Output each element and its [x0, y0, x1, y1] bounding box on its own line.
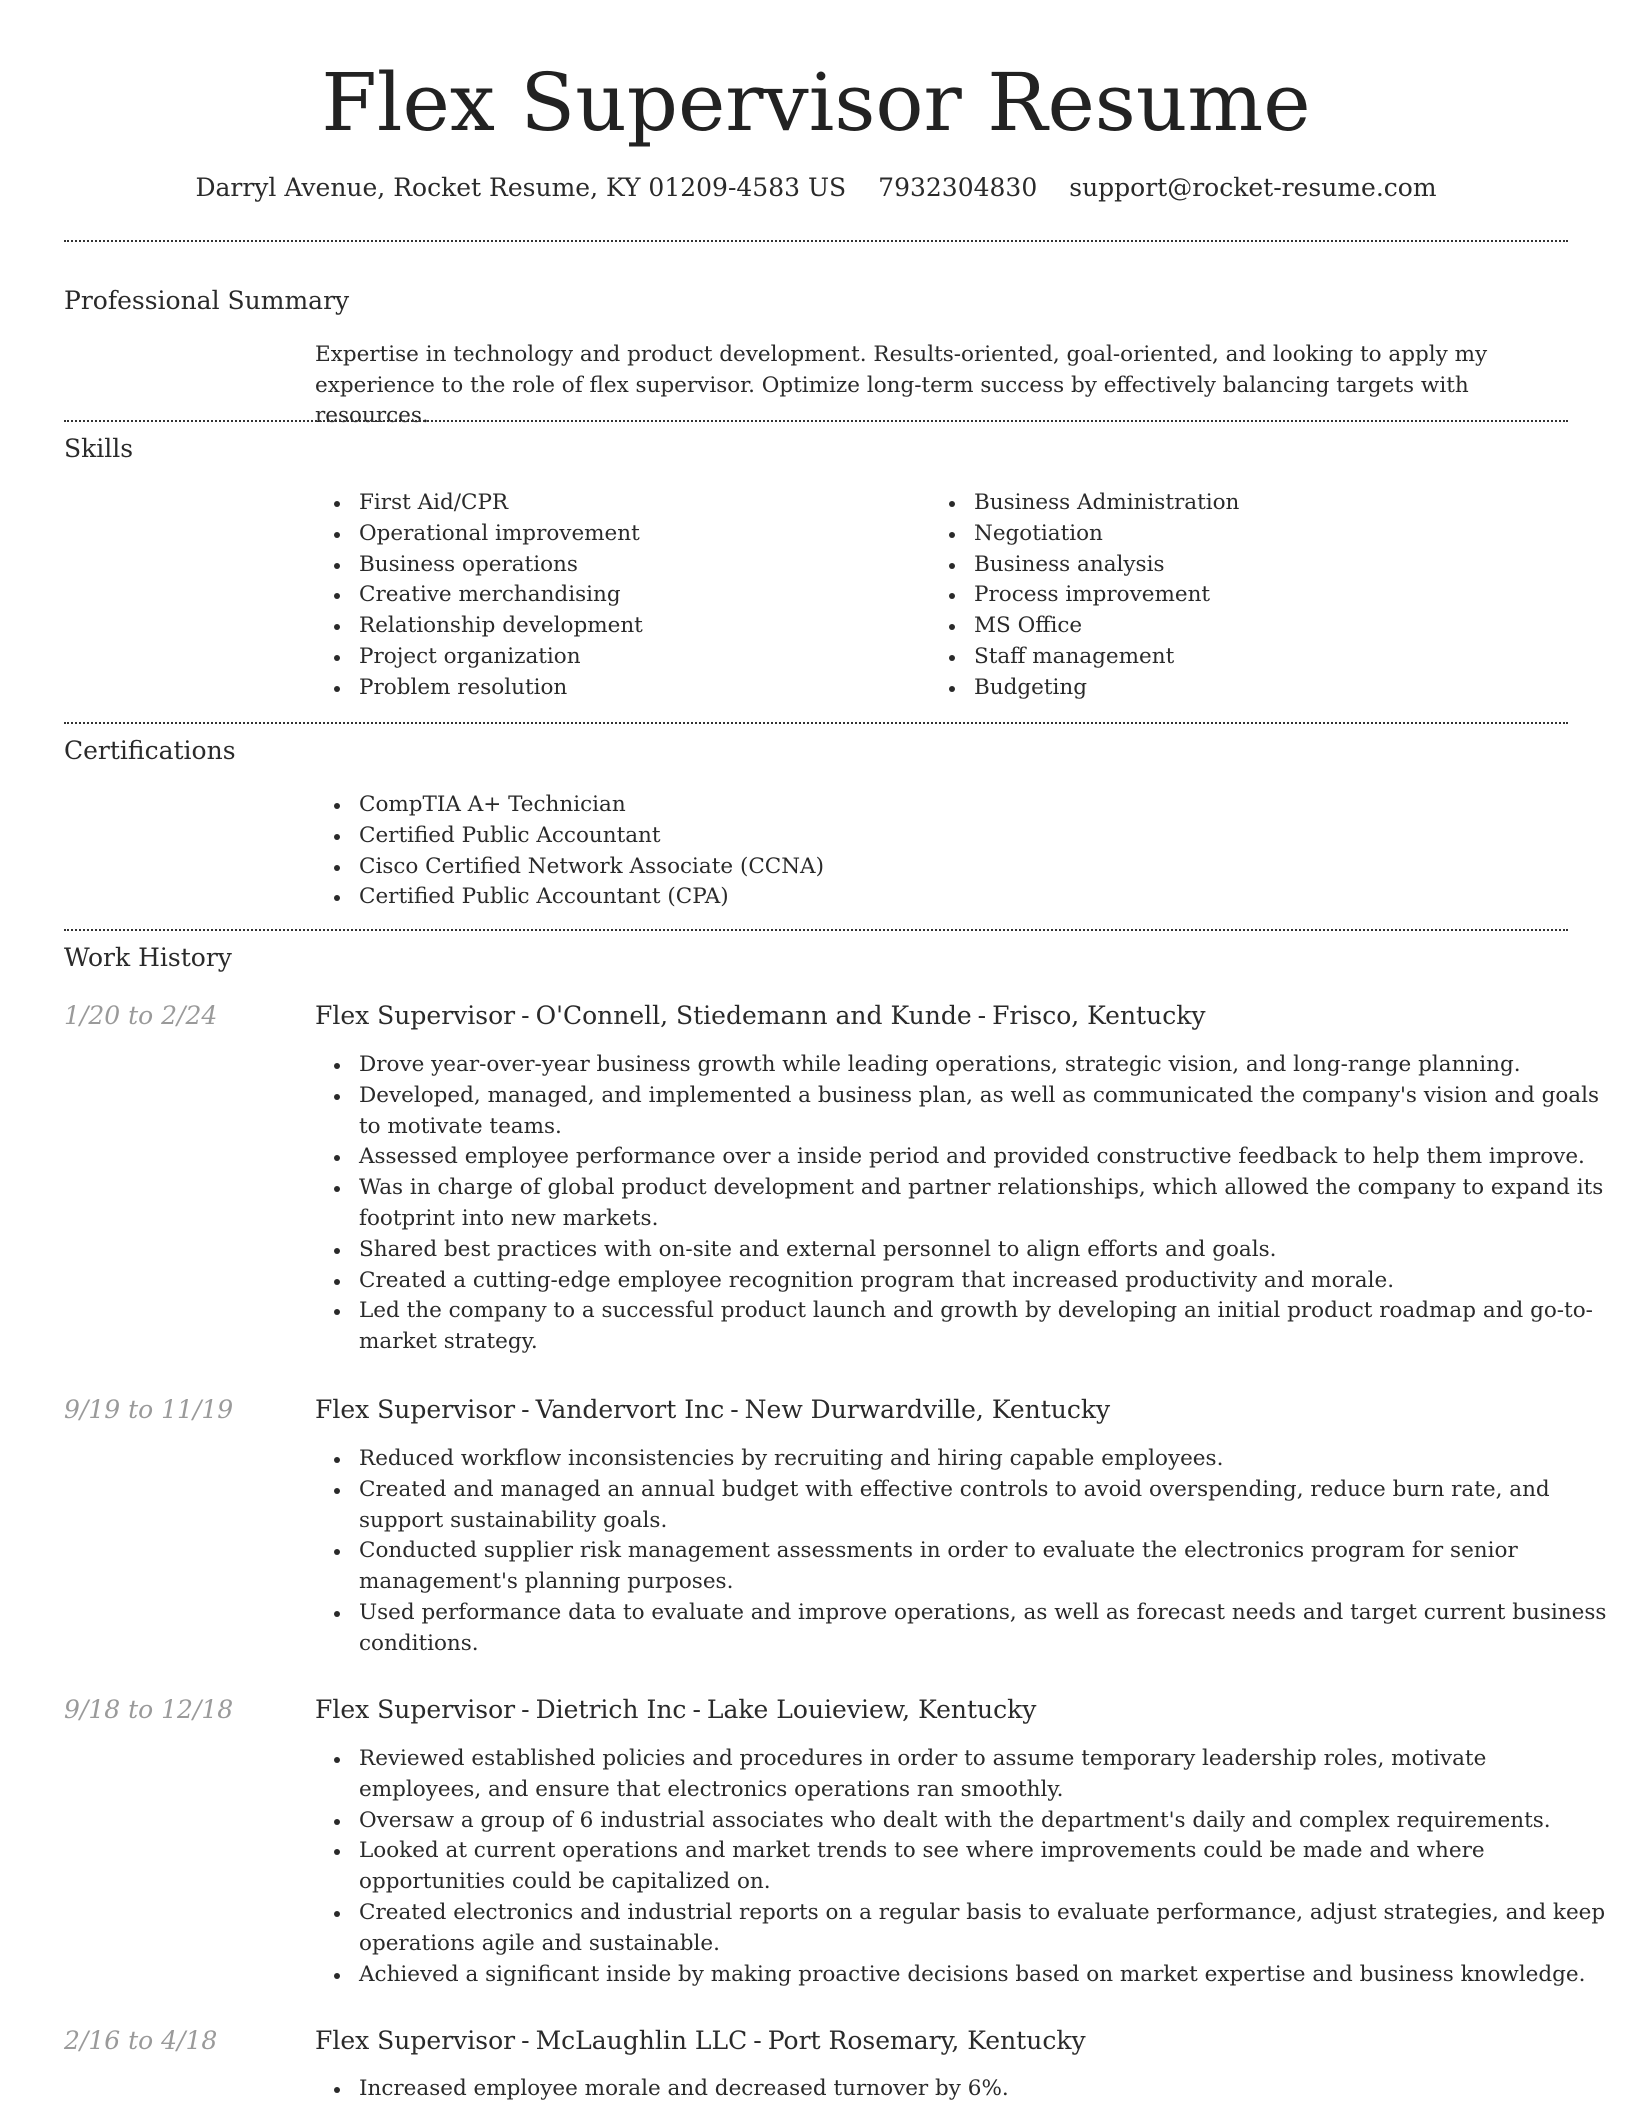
- job-bullet: Was in charge of global product development and partner relationships, which allowed the company to expand its footprint into new markets.: [359, 1173, 1611, 1235]
- skill-item: Staff management: [974, 642, 1574, 673]
- skill-item: Problem resolution: [359, 673, 919, 704]
- certifications-heading: Certifications: [64, 736, 236, 765]
- skill-item: Budgeting: [974, 673, 1574, 704]
- certification-item: CompTIA A+ Technician: [359, 790, 1559, 821]
- skill-item: Negotiation: [974, 519, 1574, 550]
- job-role: Flex Supervisor: [315, 1001, 516, 1030]
- job-bullet: Drove year-over-year business growth while leading operations, strategic vision, and long-range planning.: [359, 1050, 1611, 1081]
- skill-item: Relationship development: [359, 611, 919, 642]
- job-title: Flex Supervisor - O'Connell, Stiedemann and Kunde - Frisco, Kentucky: [315, 1001, 1206, 1030]
- job-title: Flex Supervisor - McLaughlin LLC - Port Rosemary, Kentucky: [315, 2026, 1086, 2055]
- job-dates: 9/18 to 12/18: [64, 1695, 234, 1724]
- contact-phone: 7932304830: [878, 173, 1038, 202]
- contact-line: [0, 170, 1632, 206]
- job-location: Port Rosemary, Kentucky: [767, 2026, 1086, 2055]
- certifications-list: [315, 790, 1559, 913]
- divider: [64, 929, 1568, 931]
- job-bullet: Assessed employee performance over a inside period and provided constructive feedback to help them improve.: [359, 1142, 1611, 1173]
- job-bullet: Looked at current operations and market trends to see where improvements could be made and where opportunities could be capitalized on.: [359, 1836, 1611, 1898]
- job-bullet: Shared best practices with on-site and external personnel to align efforts and goals.: [359, 1235, 1611, 1266]
- work-history-heading: Work History: [64, 943, 232, 972]
- job-bullet: Reduced workflow inconsistencies by recruiting and hiring capable employees.: [359, 1444, 1611, 1475]
- skill-item: Project organization: [359, 642, 919, 673]
- job-bullet: Conducted supplier risk management assessments in order to evaluate the electronics program for senior management's planning purposes.: [359, 1536, 1611, 1598]
- contact-email: support@rocket-resume.com: [1069, 173, 1437, 202]
- job-company: McLaughlin LLC: [535, 2026, 748, 2055]
- summary-heading: Professional Summary: [64, 286, 350, 315]
- job-bullet: Created a cutting-edge employee recognition program that increased productivity and morale.: [359, 1266, 1611, 1297]
- job-bullet: Achieved a significant inside by making proactive decisions based on market expertise and business knowledge.: [359, 1960, 1611, 1991]
- skill-item: Business analysis: [974, 550, 1574, 581]
- skill-item: Operational improvement: [359, 519, 919, 550]
- job-location: Frisco, Kentucky: [992, 1001, 1206, 1030]
- certification-item: Certified Public Accountant (CPA): [359, 882, 1559, 913]
- job-location: New Durwardville, Kentucky: [744, 1395, 1111, 1424]
- job-dates: 9/19 to 11/19: [64, 1395, 234, 1424]
- divider: [64, 722, 1568, 724]
- job-company: O'Connell, Stiedemann and Kunde: [535, 1001, 972, 1030]
- skills-list-right: [930, 488, 1574, 704]
- job-role: Flex Supervisor: [315, 1695, 516, 1724]
- job-bullet: Led the company to a successful product launch and growth by developing an initial product roadmap and go-to-market strategy.: [359, 1296, 1611, 1358]
- job-title: Flex Supervisor - Dietrich Inc - Lake Louieview, Kentucky: [315, 1695, 1037, 1724]
- summary-text: Expertise in technology and product development. Results-oriented, goal-oriented, and looking to apply my experience to the role of flex supervisor. Optimize long-term success by effectively balancing targets with resources.: [315, 342, 1488, 428]
- skill-item: Business operations: [359, 550, 919, 581]
- skill-item: Creative merchandising: [359, 580, 919, 611]
- job-bullet: Created electronics and industrial reports on a regular basis to evaluate performance, adjust strategies, and keep operations agile and sustainable.: [359, 1898, 1611, 1960]
- job-bullet: Created and managed an annual budget with effective controls to avoid overspending, reduce burn rate, and support sustainability goals.: [359, 1475, 1611, 1537]
- job-bullets: [315, 1050, 1611, 1358]
- job-location: Lake Louieview, Kentucky: [706, 1695, 1037, 1724]
- job-title: Flex Supervisor - Vandervort Inc - New Durwardville, Kentucky: [315, 1395, 1111, 1424]
- skills-heading: Skills: [64, 434, 134, 463]
- job-bullets: [315, 1444, 1611, 1660]
- skill-item: Process improvement: [974, 580, 1574, 611]
- divider: [64, 240, 1568, 242]
- job-bullet: Oversaw a group of 6 industrial associates who dealt with the department's daily and complex requirements.: [359, 1806, 1611, 1837]
- contact-address: Darryl Avenue, Rocket Resume, KY 01209-4583 US: [195, 173, 847, 202]
- job-company: Dietrich Inc: [535, 1695, 687, 1724]
- job-bullet: Used performance data to evaluate and improve operations, as well as forecast needs and target current business conditions.: [359, 1598, 1611, 1660]
- job-dates: 2/16 to 4/18: [64, 2026, 218, 2055]
- job-bullet: Increased employee morale and decreased turnover by 6%.: [359, 2074, 1611, 2105]
- resume-title: Flex Supervisor Resume: [321, 56, 1311, 149]
- divider: [64, 420, 1568, 422]
- job-role: Flex Supervisor: [315, 2026, 516, 2055]
- certification-item: Certified Public Accountant: [359, 821, 1559, 852]
- job-dates: 1/20 to 2/24: [64, 1001, 218, 1030]
- skill-item: Business Administration: [974, 488, 1574, 519]
- skills-list-left: [315, 488, 919, 704]
- job-role: Flex Supervisor: [315, 1395, 516, 1424]
- job-bullets: [315, 2074, 1611, 2105]
- job-company: Vandervort Inc: [535, 1395, 725, 1424]
- skill-item: MS Office: [974, 611, 1574, 642]
- job-bullet: Reviewed established policies and procedures in order to assume temporary leadership roles, motivate employees, and ensure that electronics operations ran smoothly.: [359, 1744, 1611, 1806]
- certification-item: Cisco Certified Network Associate (CCNA): [359, 852, 1559, 883]
- skill-item: First Aid/CPR: [359, 488, 919, 519]
- job-bullets: [315, 1744, 1611, 1990]
- job-bullet: Developed, managed, and implemented a business plan, as well as communicated the company's vision and goals to motivate teams.: [359, 1081, 1611, 1143]
